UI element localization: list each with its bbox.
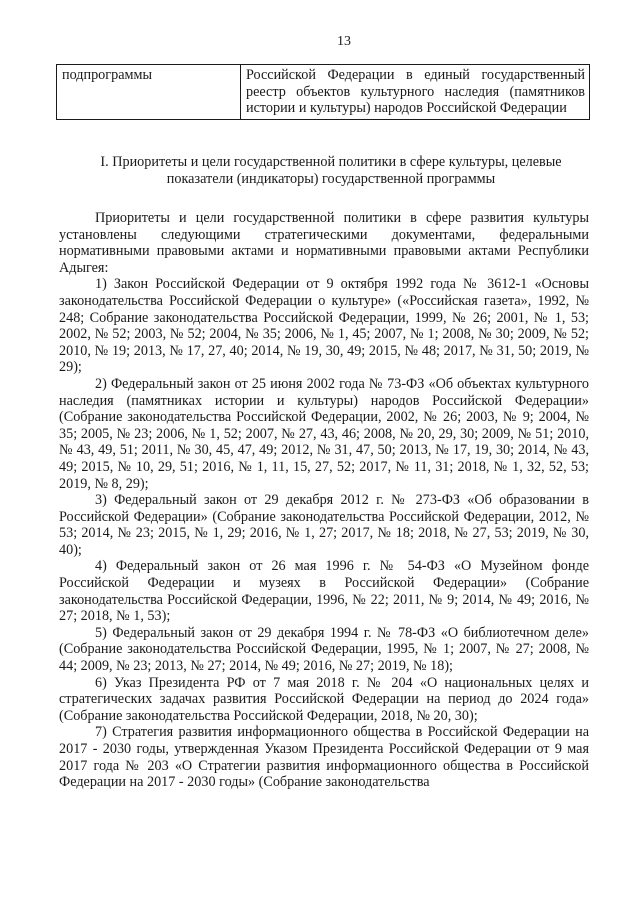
list-item-6: 6) Указ Президента РФ от 7 мая 2018 г. № 204 «О национальных целях и стратегических задачах развития Российской Федерации на период до 2024 года» (Собрание законодательства Российской Федерации, 2018, № 20, 30); <box>59 674 589 724</box>
section-heading: I. Приоритеты и цели государственной политики в сфере культуры, целевые показатели (индикаторы) государственной программы <box>100 154 562 187</box>
document-body <box>59 210 589 791</box>
table-value-cell: Российской Федерации в единый государственный реестр объектов культурного наследия (памятников истории и культуры) народов Российской Федерации <box>241 65 590 120</box>
list-item-5: 5) Федеральный закон от 29 декабря 1994 г. № 78-ФЗ «О библиотечном деле» (Собрание законодательства Российской Федерации, 1995, № 1; 2007, № 27; 2008, № 44; 2009, № 23; 2013, № 27; 2014, № 49; 2016, № 27; 2019, № 18); <box>59 624 589 675</box>
list-item-2: 2) Федеральный закон от 25 июня 2002 года № 73-ФЗ «Об объектах культурного наследия (памятниках истории и культуры) народов Российской Федерации» (Собрание законодательства Российской Федерации, 2002, № 26; 2003, № 9; 2004, № 35; 2005, № 23; 2006, № 1, 52; 2007, № 27, 43, 46; 2008, № 20, 29, 30; 2009, № 51; 2010, № 43, 49, 51; 2011, № 30, 45, 47, 49; 2012, № 31, 47, 50; 2013, № 17, 19, 30; 2014, № 43, 49; 2015, № 10, 29, 51; 2016, № 1, 11, 15, 27, 52; 2017, № 11, 31; 2018, № 1, 32, 52, 53; 2019, № 8, 29); <box>59 375 589 492</box>
table-row <box>57 65 590 120</box>
table-label-cell: подпрограммы <box>57 65 241 120</box>
program-passport-table <box>56 64 590 120</box>
list-item-3: 3) Федеральный закон от 29 декабря 2012 г. № 273-ФЗ «Об образовании в Российской Федерации» (Собрание законодательства Российской Федерации, 2012, № 53; 2014, № 23; 2015, № 1, 29; 2016, № 1, 27; 2017, № 18; 2018, № 27, 53; 2019, № 30, 40); <box>59 492 589 558</box>
list-item-1: 1) Закон Российской Федерации от 9 октября 1992 года № 3612-1 «Основы законодательства Российской Федерации о культуре» («Российская газета», 1992, № 248; Собрание законодательства Российской Федерации, 1999, № 26; 2001, № 1, 53; 2002, № 52; 2003, № 52; 2004, № 35; 2006, № 1, 45; 2007, № 1; 2008, № 30; 2009, № 52; 2010, № 19; 2013, № 17, 27, 40; 2014, № 19, 30, 49; 2015, № 48; 2017, № 31, 50; 2019, № 29); <box>59 276 589 376</box>
page-number: 13 <box>337 34 351 49</box>
list-item-7: 7) Стратегия развития информационного общества в Российской Федерации на 2017 - 2030 годы, утвержденная Указом Президента Российской Федерации от 9 мая 2017 года № 203 «О Стратегии развития информационного общества в Российской Федерации на 2017 - 2030 годы» (Собрание законодательства <box>59 724 589 791</box>
list-item-4: 4) Федеральный закон от 26 мая 1996 г. № 54-ФЗ «О Музейном фонде Российской Федерации и музеях в Российской Федерации» (Собрание законодательства Российской Федерации, 1996, № 22; 2011, № 9; 2014, № 49; 2016, № 27; 2018, № 1, 53); <box>59 558 589 625</box>
intro-paragraph: Приоритеты и цели государственной политики в сфере развития культуры установлены следующими стратегическими документами, федеральными нормативными правовыми актами и нормативными правовыми актами Республики Адыгея: <box>59 210 589 276</box>
